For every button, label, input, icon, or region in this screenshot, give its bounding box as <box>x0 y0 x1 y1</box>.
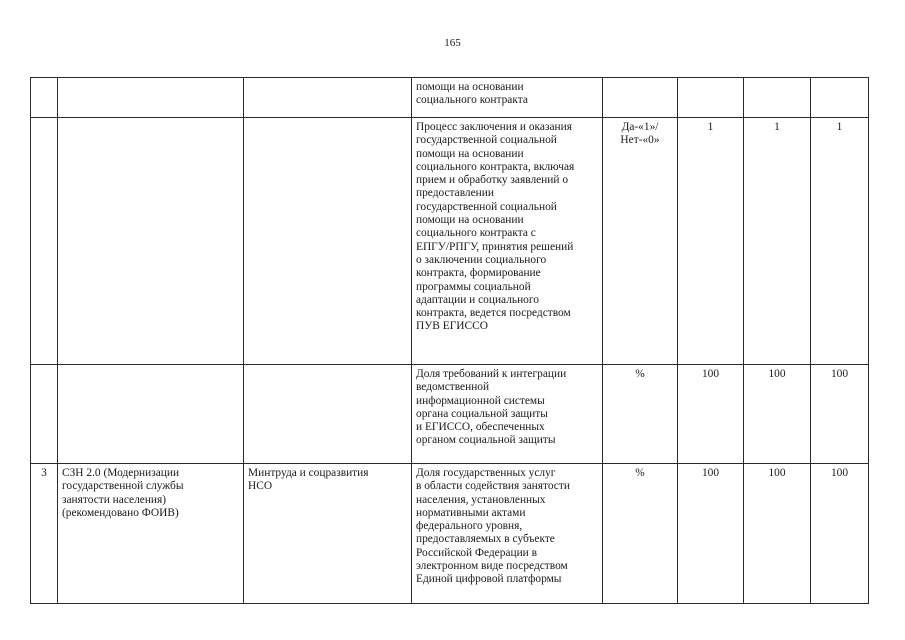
indicators-table <box>30 77 869 604</box>
project-line: занятости населения) <box>62 493 167 506</box>
indicator-line: социального контракта с <box>416 227 536 240</box>
row-number-cell <box>31 118 58 365</box>
indicator-cell <box>412 365 603 464</box>
organization-line: Минтруда и соцразвития <box>248 467 369 479</box>
project-cell <box>58 118 244 365</box>
indicator-line: в области содействия занятости <box>416 480 570 493</box>
indicator-line: социального контракта <box>416 94 528 107</box>
project-cell <box>58 365 244 464</box>
indicator-line: ЕПГУ/РПГУ, принятия решений <box>416 240 574 253</box>
unit-cell <box>603 118 678 365</box>
indicator-line: прием и обработку заявлений о <box>416 174 569 187</box>
value-cell <box>744 78 811 118</box>
unit-line: Да-«1»/ <box>621 121 659 133</box>
indicator-line: предоставляемых в субъекте <box>416 533 555 546</box>
value-cell: 100 <box>744 464 811 604</box>
indicator-line: электронном виде посредством <box>416 560 568 573</box>
value-cell: 100 <box>811 464 869 604</box>
indicator-line: информационной системы <box>416 394 545 407</box>
value-cell: 100 <box>678 365 744 464</box>
value-cell: 1 <box>811 118 869 365</box>
indicator-line: и ЕГИССО, обеспеченных <box>416 421 545 434</box>
indicator-line: контракта, ведется посредством <box>416 307 571 320</box>
row-number-cell: 3 <box>31 464 58 604</box>
table-row <box>31 78 869 118</box>
value-cell: 100 <box>811 365 869 464</box>
indicator-line: помощи на основании <box>416 81 524 93</box>
row-number-cell <box>31 78 58 118</box>
indicator-line: помощи на основании <box>416 147 524 160</box>
indicator-line: программы социальной <box>416 280 531 293</box>
page-number: 165 <box>444 37 461 49</box>
value-cell <box>811 78 869 118</box>
indicator-line: контракта, формирование <box>416 267 541 280</box>
indicator-line: федерального уровня, <box>416 520 523 533</box>
table-row <box>31 365 869 464</box>
unit-cell: % <box>603 464 678 604</box>
project-line: государственной службы <box>62 480 184 493</box>
project-cell <box>58 78 244 118</box>
value-cell: 1 <box>678 118 744 365</box>
indicator-line: органом социальной защиты <box>416 434 556 447</box>
organization-cell <box>244 464 412 604</box>
project-line: (рекомендовано ФОИВ) <box>62 506 179 519</box>
value-cell: 100 <box>744 365 811 464</box>
indicator-line: социального контракта, включая <box>416 160 575 173</box>
indicator-line: Процесс заключения и оказания <box>416 121 572 133</box>
organization-cell <box>244 118 412 365</box>
row-number-cell <box>31 365 58 464</box>
organization-cell <box>244 78 412 118</box>
indicator-cell <box>412 118 603 365</box>
indicator-line: о заключении социального <box>416 253 547 266</box>
indicator-line: Доля требований к интеграции <box>416 368 567 380</box>
indicator-line: населения, установленных <box>416 493 546 506</box>
organization-line: НСО <box>248 480 273 493</box>
unit-cell <box>603 78 678 118</box>
indicator-line: помощи на основании <box>416 214 524 227</box>
indicator-line: предоставлении <box>416 187 494 200</box>
indicator-line: ведомственной <box>416 381 490 394</box>
indicator-line: адаптации и социального <box>416 293 539 306</box>
indicator-line: Российской Федерации в <box>416 546 538 559</box>
value-cell: 100 <box>678 464 744 604</box>
table-row <box>31 464 869 604</box>
indicator-line: Единой цифровой платформы <box>416 573 562 586</box>
organization-cell <box>244 365 412 464</box>
unit-cell: % <box>603 365 678 464</box>
indicator-line: нормативными актами <box>416 506 526 519</box>
indicator-line: государственной социальной <box>416 134 557 147</box>
project-line: СЗН 2.0 (Модернизации <box>62 467 180 479</box>
indicator-line: государственной социальной <box>416 200 557 213</box>
indicator-cell <box>412 78 603 118</box>
value-cell <box>678 78 744 118</box>
unit-line: Нет-«0» <box>620 134 660 147</box>
value-cell: 1 <box>744 118 811 365</box>
indicator-cell <box>412 464 603 604</box>
project-cell <box>58 464 244 604</box>
table-row <box>31 118 869 365</box>
indicator-line: Доля государственных услуг <box>416 467 556 479</box>
indicator-line: органа социальной защиты <box>416 407 548 420</box>
indicator-line: ПУВ ЕГИССО <box>416 320 488 333</box>
